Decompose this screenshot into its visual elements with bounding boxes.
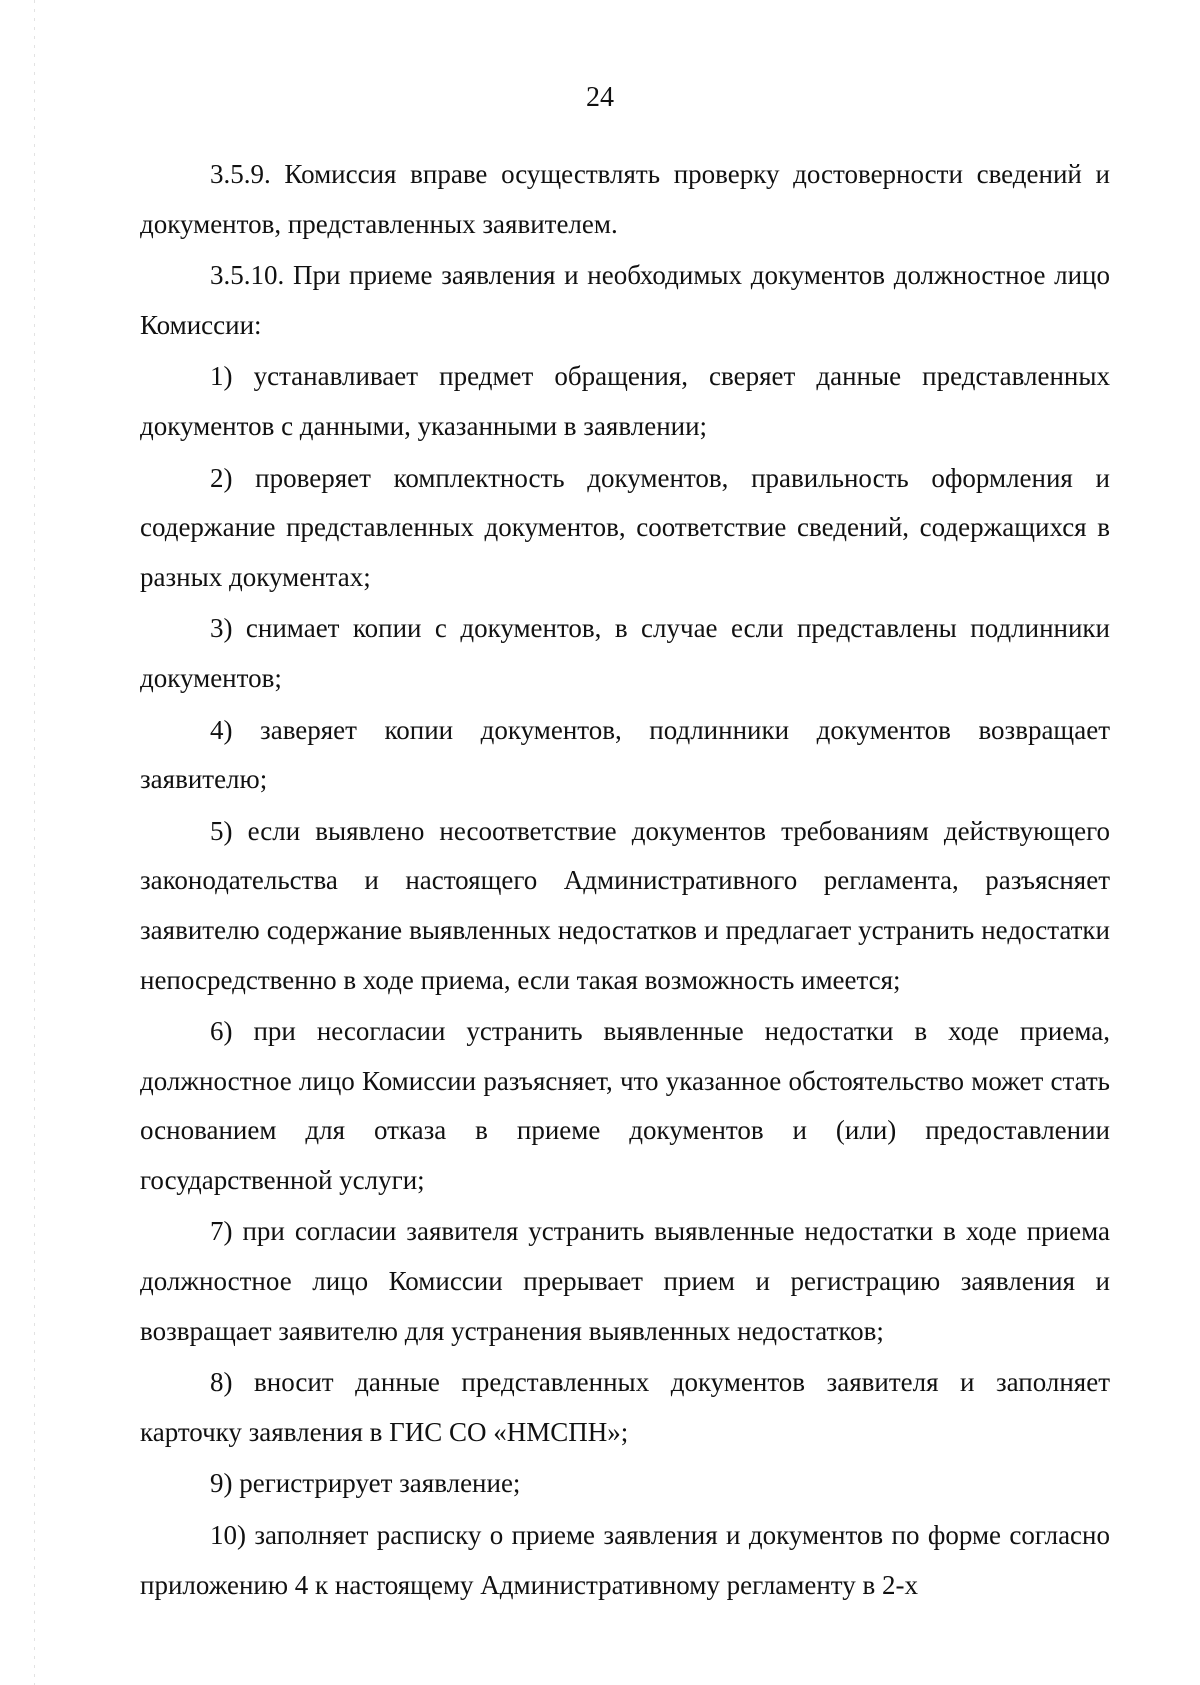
list-item-5: 5) если выявлено несоответствие документов требованиям действующего законодательства и настоящего Административного регламента, разъясняет заявителю содержание выявленных недостатков и предлагает устранить недостатки непосредственно в ходе приема, если такая возможность имеется; bbox=[140, 815, 1110, 995]
list-item-10: 10) заполняет расписку о приеме заявления и документов по форме согласно приложению 4 к настоящему Административному регламенту в 2-х bbox=[140, 1520, 1110, 1600]
scan-edge-artifact bbox=[34, 0, 35, 1685]
document-body bbox=[140, 150, 1110, 1612]
list-item-6: 6) при несогласии устранить выявленные недостатки в ходе приема, должностное лицо Комиссии разъясняет, что указанное обстоятельство может стать основанием для отказа в приеме документов и (или) предоставлении государственной услуги; bbox=[140, 1016, 1110, 1195]
list-item-8: 8) вносит данные представленных документов заявителя и заполняет карточку заявления в ГИС СО «НМСПН»; bbox=[140, 1367, 1110, 1447]
list-item-7: 7) при согласии заявителя устранить выявленные недостатки в ходе приема должностное лицо Комиссии прерывает прием и регистрацию заявления и возвращает заявителю для устранения выявленных недостатков; bbox=[140, 1216, 1110, 1346]
list-item-2: 2) проверяет комплектность документов, правильность оформления и содержание представленных документов, соответствие сведений, содержащихся в разных документах; bbox=[140, 462, 1110, 592]
paragraph-3-5-9: 3.5.9. Комиссия вправе осуществлять проверку достоверности сведений и документов, представленных заявителем. bbox=[140, 159, 1110, 239]
list-item-3: 3) снимает копии с документов, в случае если представлены подлинники документов; bbox=[140, 613, 1110, 693]
list-item-9: 9) регистрирует заявление; bbox=[210, 1468, 521, 1499]
paragraph-3-5-10: 3.5.10. При приеме заявления и необходимых документов должностное лицо Комиссии: bbox=[140, 260, 1110, 340]
page-number: 24 bbox=[586, 82, 614, 113]
list-item-4: 4) заверяет копии документов, подлинники документов возвращает заявителю; bbox=[140, 714, 1110, 795]
list-item-1: 1) устанавливает предмет обращения, сверяет данные представленных документов с данными, указанными в заявлении; bbox=[140, 361, 1110, 441]
